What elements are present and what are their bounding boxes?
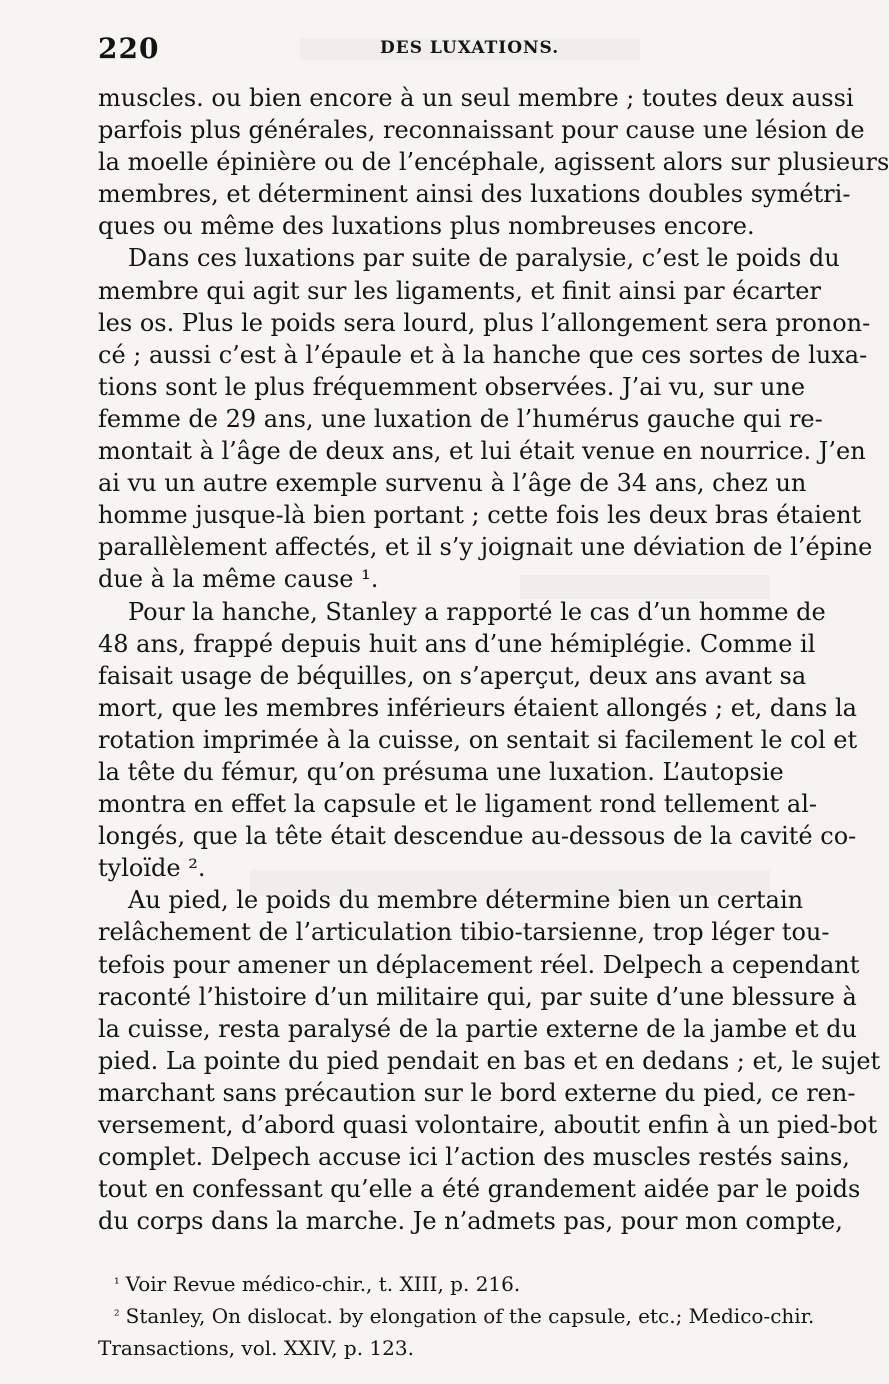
- text-line: tefois pour amener un déplacement réel. Delpech a cependant: [98, 950, 860, 979]
- text-line: marchant sans précaution sur le bord externe du pied, ce ren-: [98, 1078, 856, 1107]
- text-line: complet. Delpech accuse ici l’action des muscles restés sains,: [98, 1143, 850, 1172]
- text-line: montra en effet la capsule et le ligament rond tellement al-: [98, 790, 818, 819]
- page-header: [98, 30, 782, 70]
- footnote-text: Transactions, vol. XXIV, p. 123.: [98, 1336, 414, 1360]
- text-line: parallèlement affectés, et il s’y joignait une déviation de l’épine: [98, 533, 873, 562]
- text-line: membres, et déterminent ainsi des luxations doubles symétri-: [98, 180, 851, 209]
- text-line: homme jusque-là bien portant ; cette fois les deux bras étaient: [98, 501, 862, 530]
- text-line: montait à l’âge de deux ans, et lui était venue en nourrice. J’en: [98, 437, 866, 466]
- text-line: Au pied, le poids du membre détermine bien un certain: [128, 886, 804, 915]
- text-line: muscles. ou bien encore à un seul membre ; toutes deux aussi: [98, 84, 854, 112]
- text-line: ai vu un autre exemple survenu à l’âge de 34 ans, chez un: [98, 469, 807, 498]
- text-line: parfois plus générales, reconnaissant pour cause une lésion de: [98, 116, 865, 145]
- page-number: 220: [98, 32, 160, 65]
- text-line: relâchement de l’articulation tibio-tarsienne, trop léger tou-: [98, 918, 830, 947]
- text-line: tout en confessant qu’elle a été grandement aidée par le poids: [98, 1175, 861, 1204]
- text-line: ques ou même des luxations plus nombreuses encore.: [98, 212, 755, 241]
- footnote-mark: ¹: [114, 1276, 120, 1292]
- footnote-2-line-1: [98, 1300, 815, 1332]
- text-line: la moelle épinière ou de l’encéphale, agissent alors sur plusieurs: [98, 148, 889, 177]
- footnote-mark: ²: [114, 1308, 120, 1324]
- text-line: faisait usage de béquilles, on s’aperçut, deux ans avant sa: [98, 661, 807, 690]
- text-line: la cuisse, resta paralysé de la partie externe de la jambe et du: [98, 1014, 857, 1043]
- text-line: femme de 29 ans, une luxation de l’humérus gauche qui re-: [98, 404, 823, 433]
- footnote-2-line-2: [98, 1332, 782, 1364]
- main-text: [98, 82, 889, 1237]
- text-line: cé ; aussi c’est à l’épaule et à la hanche que ces sortes de luxa-: [98, 340, 868, 369]
- footnote-text: Voir Revue médico-chir., t. XIII, p. 216.: [125, 1272, 521, 1296]
- text-line: la tête du fémur, qu’on présuma une luxation. L’autopsie: [98, 757, 784, 786]
- text-line: rotation imprimée à la cuisse, on sentait si facilement le col et: [98, 725, 858, 754]
- text-line: versement, d’abord quasi volontaire, aboutit enfin à un pied-bot: [98, 1111, 878, 1139]
- text-line: Pour la hanche, Stanley a rapporté le cas d’un homme de: [128, 597, 826, 626]
- text-line: mort, que les membres inférieurs étaient allongés ; et, dans la: [98, 693, 857, 722]
- text-line: tions sont le plus fréquemment observées. J’ai vu, sur une: [98, 372, 806, 401]
- footnote-1: [98, 1268, 782, 1300]
- text-line: 48 ans, frappé depuis huit ans d’une hémiplégie. Comme il: [98, 629, 816, 658]
- running-title: DES LUXATIONS.: [380, 38, 560, 58]
- text-line: du corps dans la marche. Je n’admets pas, pour mon compte,: [98, 1207, 843, 1236]
- text-line: membre qui agit sur les ligaments, et finit ainsi par écarter: [98, 276, 821, 305]
- text-line: pied. La pointe du pied pendait en bas et en dedans ; et, le sujet: [98, 1046, 881, 1075]
- footnotes: [98, 1268, 815, 1364]
- text-line: due à la même cause ¹.: [98, 565, 379, 594]
- text-line: raconté l’histoire d’un militaire qui, par suite d’une blessure à: [98, 982, 857, 1011]
- text-line: longés, que la tête était descendue au-dessous de la cavité co-: [98, 822, 857, 851]
- text-line: Dans ces luxations par suite de paralysie, c’est le poids du: [128, 244, 840, 273]
- text-line: les os. Plus le poids sera lourd, plus l’allongement sera pronon-: [98, 308, 871, 337]
- text-line: tyloïde ².: [98, 854, 206, 883]
- footnote-text: Stanley, On dislocat. by elongation of the capsule, etc.; Medico-chir.: [125, 1304, 815, 1328]
